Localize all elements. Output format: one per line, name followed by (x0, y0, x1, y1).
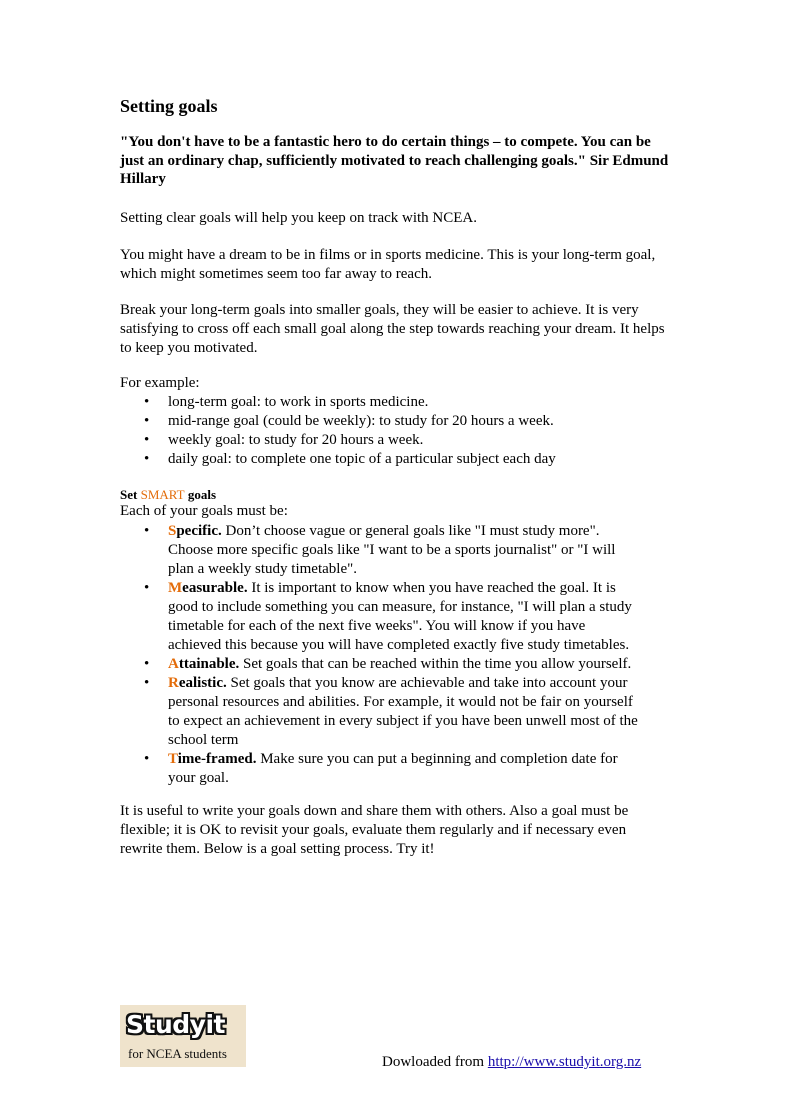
smart-letter: R (168, 675, 179, 691)
smart-term: pecific. (176, 523, 222, 539)
smart-list (120, 522, 640, 788)
smart-heading-word: SMART (140, 487, 185, 502)
smart-item-time-framed (120, 750, 640, 788)
break-goals-paragraph: Break your long-term goals into smaller goals, they will be easier to achieve. It is very satisfying to cross off each small goal along the step towards reaching your dream. It helps to keep you motivated. (120, 302, 665, 356)
smart-term: easurable. (182, 580, 248, 596)
smart-item-realistic (120, 674, 640, 750)
smart-item-attainable (120, 655, 640, 674)
smart-letter: A (168, 656, 179, 672)
hillary-quote: "You don't have to be a fantastic hero to do certain things – to compete. You can be just an ordinary chap, sufficiently motivated to reach challenging goals." Sir Edmund Hillary (120, 134, 669, 187)
list-item: • weekly goal: to study for 20 hours a week. (120, 431, 640, 450)
smart-heading (120, 487, 216, 503)
smart-letter: S (168, 523, 177, 539)
smart-item-specific (120, 522, 640, 579)
footer-download-note (382, 1054, 641, 1071)
example-list (120, 393, 640, 469)
logo-tagline: for NCEA students (128, 1046, 227, 1061)
smart-heading-suffix: goals (187, 487, 217, 502)
footer-text: Dowloaded from (382, 1054, 488, 1070)
logo-wordmark: Studyit (126, 1010, 225, 1039)
studyit-logo (120, 1005, 246, 1067)
dream-paragraph: You might have a dream to be in films or in sports medicine. This is your long-term goal, which might sometimes seem too far away to reach. (120, 247, 656, 282)
page-title: Setting goals (120, 96, 218, 116)
smart-intro: Each of your goals must be: (120, 503, 288, 519)
intro-paragraph: Setting clear goals will help you keep on track with NCEA. (120, 210, 478, 226)
footer-link[interactable]: http://www.studyit.org.nz (487, 1054, 642, 1070)
smart-description: Don’t choose vague or general goals like "I must study more". Choose more specific goals like "I want to be a sports journalist" or "I will plan a weekly study timetable". (168, 523, 616, 577)
smart-description: It is important to know when you have reached the goal. It is good to include something you can measure, for instance, "I will plan a study timetable for each of the next five weeks". You will know if you have achieved this because you will have completed exactly five study timetables. (168, 580, 632, 653)
list-item: • daily goal: to complete one topic of a particular subject each day (120, 450, 640, 469)
closing-paragraph: It is useful to write your goals down and share them with others. Also a goal must be flexible; it is OK to revisit your goals, evaluate them regularly and if necessary even rewrite them. Below is a goal setting process. Try it! (120, 803, 629, 857)
smart-term: ime-framed. (177, 751, 257, 767)
smart-term: ttainable. (178, 656, 240, 672)
example-intro: For example: (120, 375, 200, 391)
list-item: • mid-range goal (could be weekly): to study for 20 hours a week. (120, 412, 640, 431)
list-item: • long-term goal: to work in sports medicine. (120, 393, 640, 412)
smart-description: Set goals that you know are achievable and take into account your personal resources and abilities. For example, it would not be fair on yourself to expect an achievement in every subject if you have been unwell most of the school term (168, 675, 638, 748)
smart-heading-prefix: Set (120, 487, 138, 502)
smart-description: Make sure you can put a beginning and completion date for your goal. (168, 751, 618, 786)
smart-term: ealistic. (178, 675, 227, 691)
smart-letter: M (168, 580, 183, 596)
smart-description: Set goals that can be reached within the time you allow yourself. (239, 656, 632, 672)
smart-letter: T (168, 751, 178, 767)
smart-item-measurable (120, 579, 640, 655)
